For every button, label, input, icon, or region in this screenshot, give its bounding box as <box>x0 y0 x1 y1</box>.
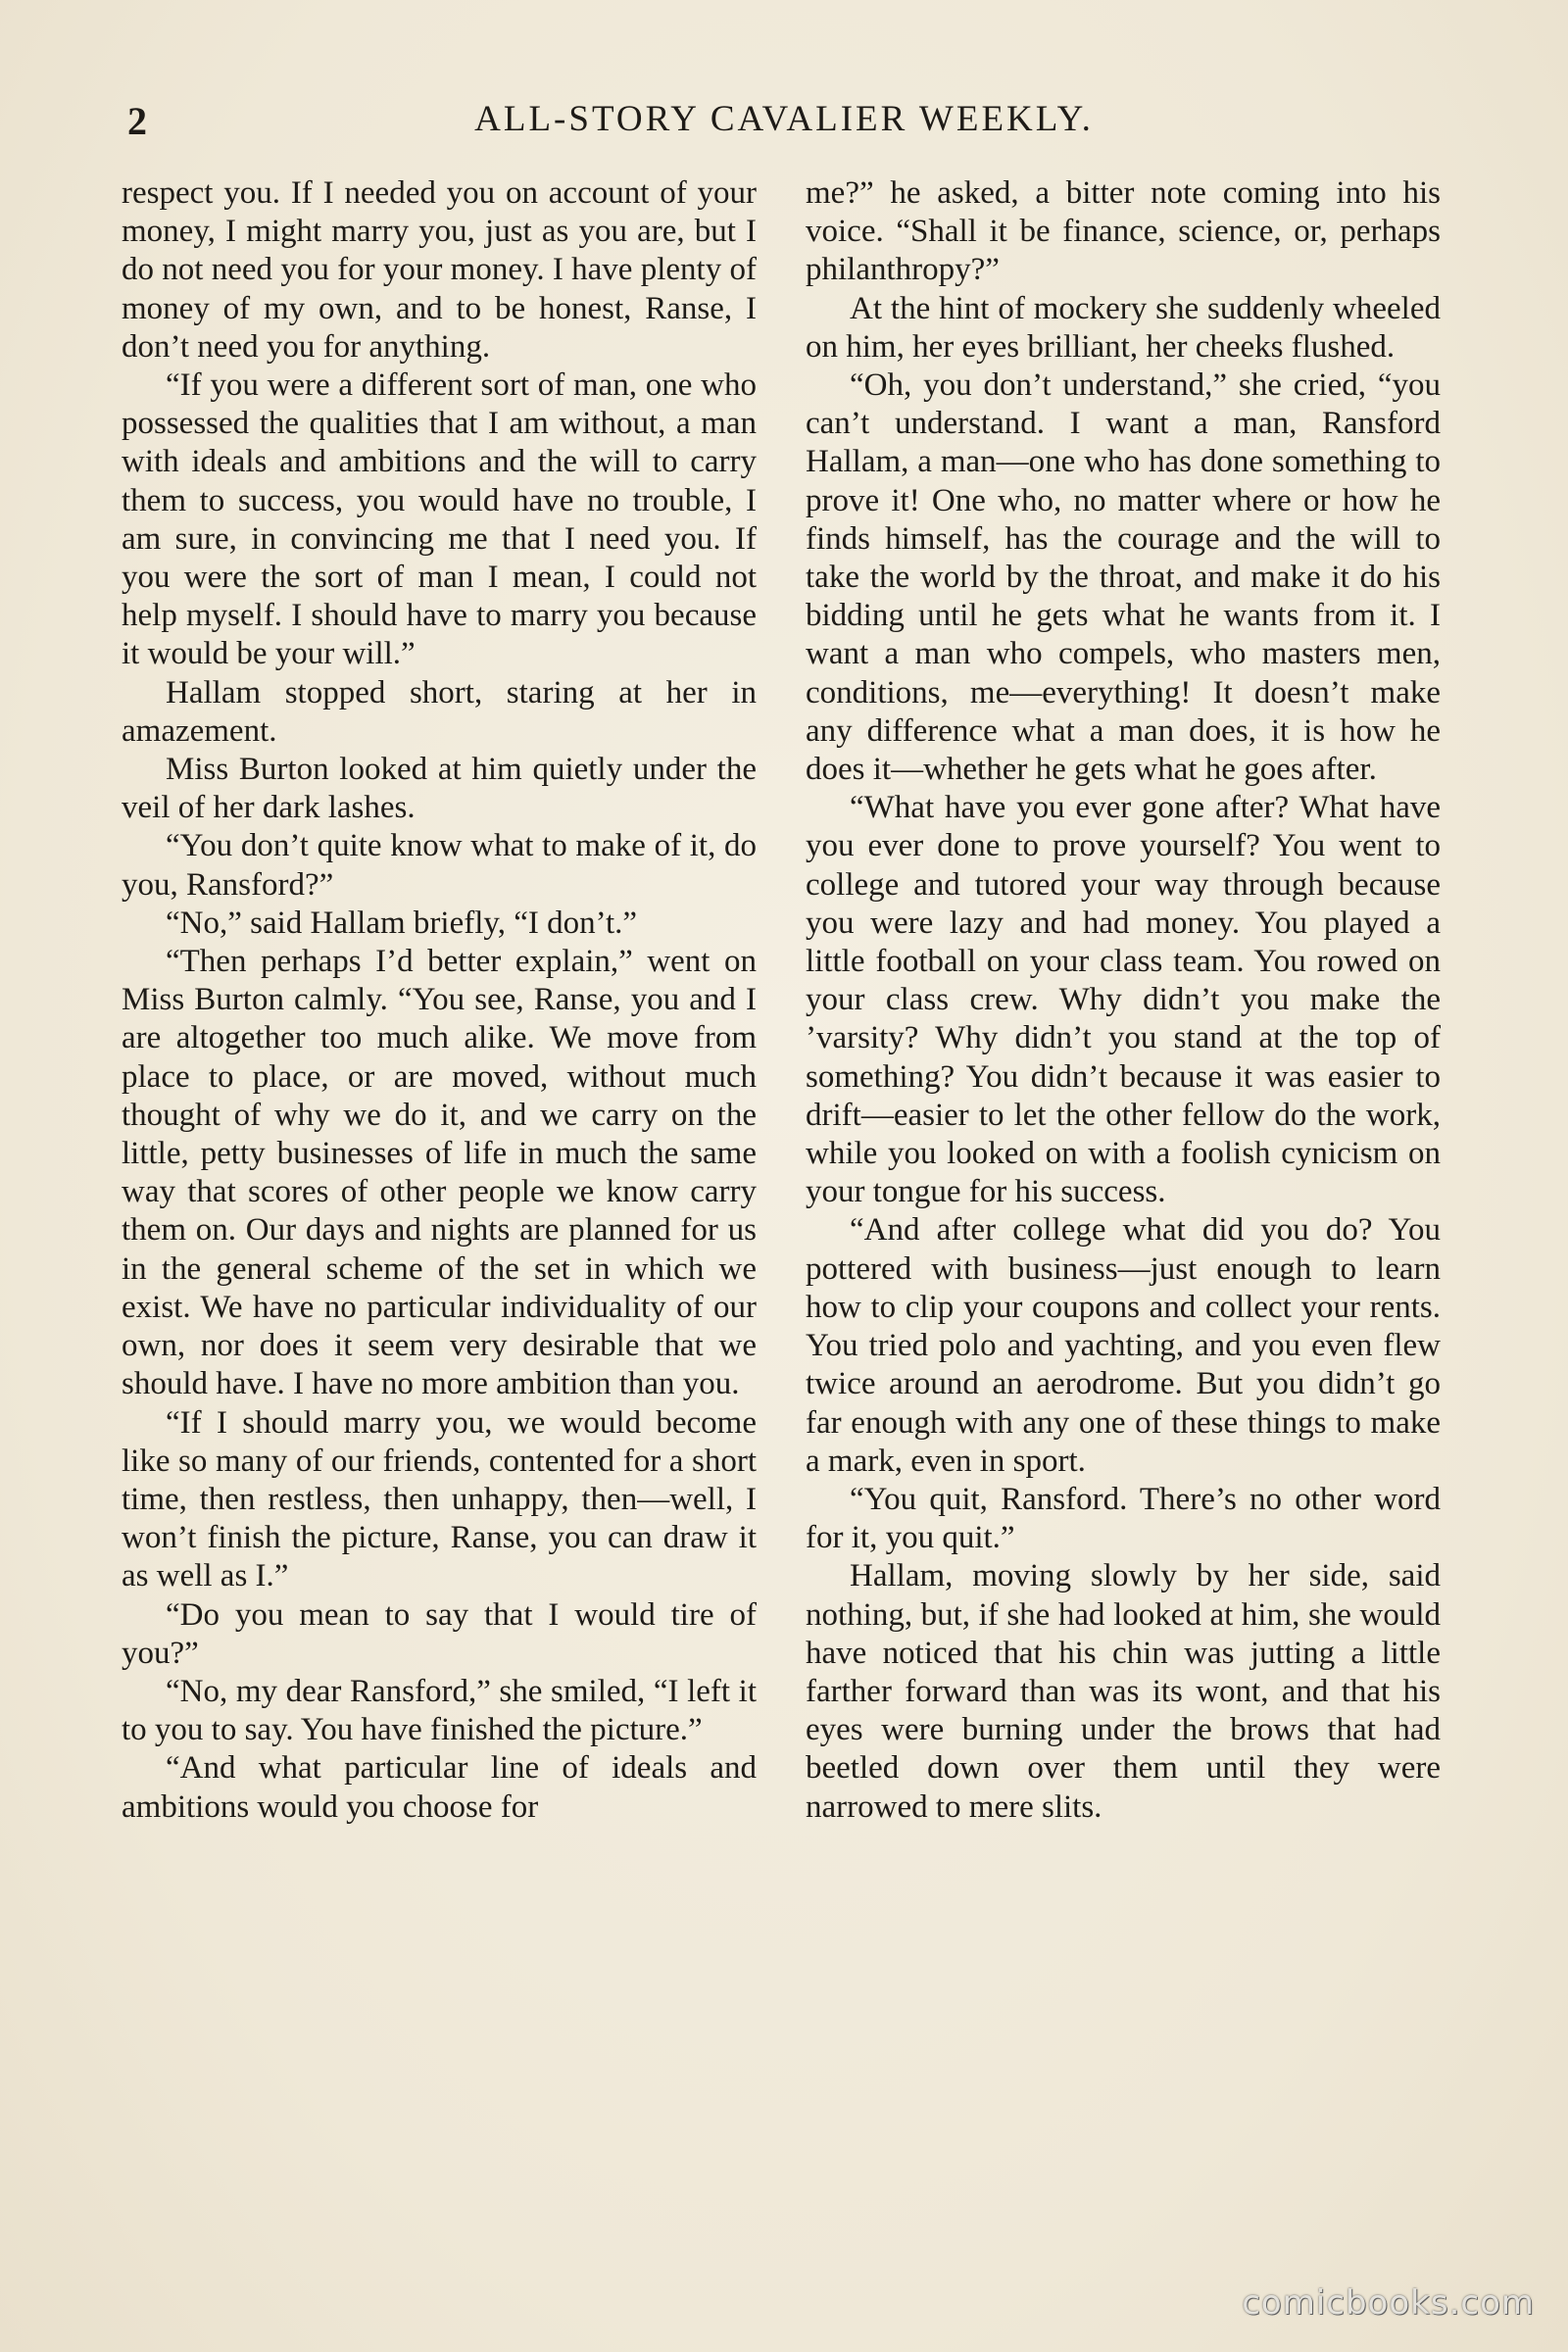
page-number: 2 <box>127 99 148 143</box>
paragraph: “Do you mean to say that I would tire of you?” <box>122 1596 757 1671</box>
paragraph: At the hint of mockery she suddenly wheeled on him, her eyes brilliant, her cheeks flushed. <box>806 290 1441 365</box>
site-watermark: comicbooks.com <box>1242 2283 1535 2323</box>
paragraph: “And what particular line of ideals and ambitions would you choose for <box>122 1750 757 1825</box>
paragraph: “Then perhaps I’d better explain,” went on Miss Burton calmly. “You see, Ranse, you and I are altogether too much alike. We move from place to place, or are moved, without much thought of why we do it, and we carry on the little, petty businesses of life in much the same way that scores of other people we know carry them on. Our days and nights are planned for us in the general scheme of the set in which we exist. We have no particular individuality of our own, nor does it seem very desirable that we should have. I have no more ambition than you. <box>122 944 757 1402</box>
paragraph: “No,” said Hallam briefly, “I don’t.” <box>166 905 638 941</box>
running-title: ALL-STORY CAVALIER WEEKLY. <box>474 99 1094 139</box>
paragraph: “Oh, you don’t understand,” she cried, “you can’t understand. I want a man, Ransford Hallam, a man—one who has done something to prove it! One who, no matter where or how he finds himself, has the courage and the will to take the world by the throat, and make it do his bidding until he gets what he wants from it. I want a man who compels, who masters men, conditions, me—everything! It doesn’t make any difference what a man does, it is how he does it—whether he gets what he goes after. <box>806 368 1441 788</box>
paragraph: me?” he asked, a bitter note coming into his voice. “Shall it be finance, science, or, perhaps philanthropy?” <box>806 175 1441 288</box>
right-column <box>806 174 1441 1827</box>
paragraph: “What have you ever gone after? What have you ever done to prove yourself? You went to college and tutored your way through because you were lazy and had money. You played a little football on your class team. You rowed on your class crew. Why didn’t you make the ’varsity? Why didn’t you stand at the top of something? You didn’t because it was easier to drift—easier to let the other fellow do the work, while you looked on with a foolish cynicism on your tongue for his success. <box>806 790 1441 1210</box>
left-column <box>122 174 757 1827</box>
paragraph: Hallam stopped short, staring at her in amazement. <box>122 674 757 749</box>
text-columns <box>122 174 1441 2242</box>
page-header <box>118 98 1450 157</box>
paragraph: “And after college what did you do? You pottered with business—just enough to learn how to clip your coupons and collect your rents. You tried polo and yachting, and you even flew twice around an aerodrome. But you didn’t go far enough with any one of these things to make a mark, even in sport. <box>806 1212 1441 1479</box>
paragraph: “You don’t quite know what to make of it, do you, Ransford?” <box>122 828 757 903</box>
paragraph: “If you were a different sort of man, one who possessed the qualities that I am without, a man with ideals and ambitions and the will to carry them to success, you would have no trouble, I am sure, in convincing me that I need you. If you were the sort of man I mean, I could not help myself. I should have to marry you because it would be your will.” <box>122 368 757 672</box>
paragraph: Hallam, moving slowly by her side, said nothing, but, if she had looked at him, she would have noticed that his chin was jutting a little farther forward than was its wont, and that his eyes were burning under the brows that had beetled down over them until they were narrowed to mere slits. <box>806 1558 1441 1825</box>
paragraph: “You quit, Ransford. There’s no other word for it, you quit.” <box>806 1481 1441 1556</box>
paragraph: “No, my dear Ransford,” she smiled, “I left it to you to say. You have finished the picture.” <box>122 1673 757 1748</box>
paragraph: respect you. If I needed you on account of your money, I might marry you, just as you are, but I do not need you for your money. I have plenty of money of my own, and to be honest, Ranse, I don’t need you for anything. <box>122 175 757 365</box>
paragraph: “If I should marry you, we would become like so many of our friends, contented for a short time, then restless, then unhappy, then—well, I won’t finish the picture, Ranse, you can draw it as well as I.” <box>122 1404 757 1594</box>
paragraph: Miss Burton looked at him quietly under the veil of her dark lashes. <box>122 752 757 826</box>
